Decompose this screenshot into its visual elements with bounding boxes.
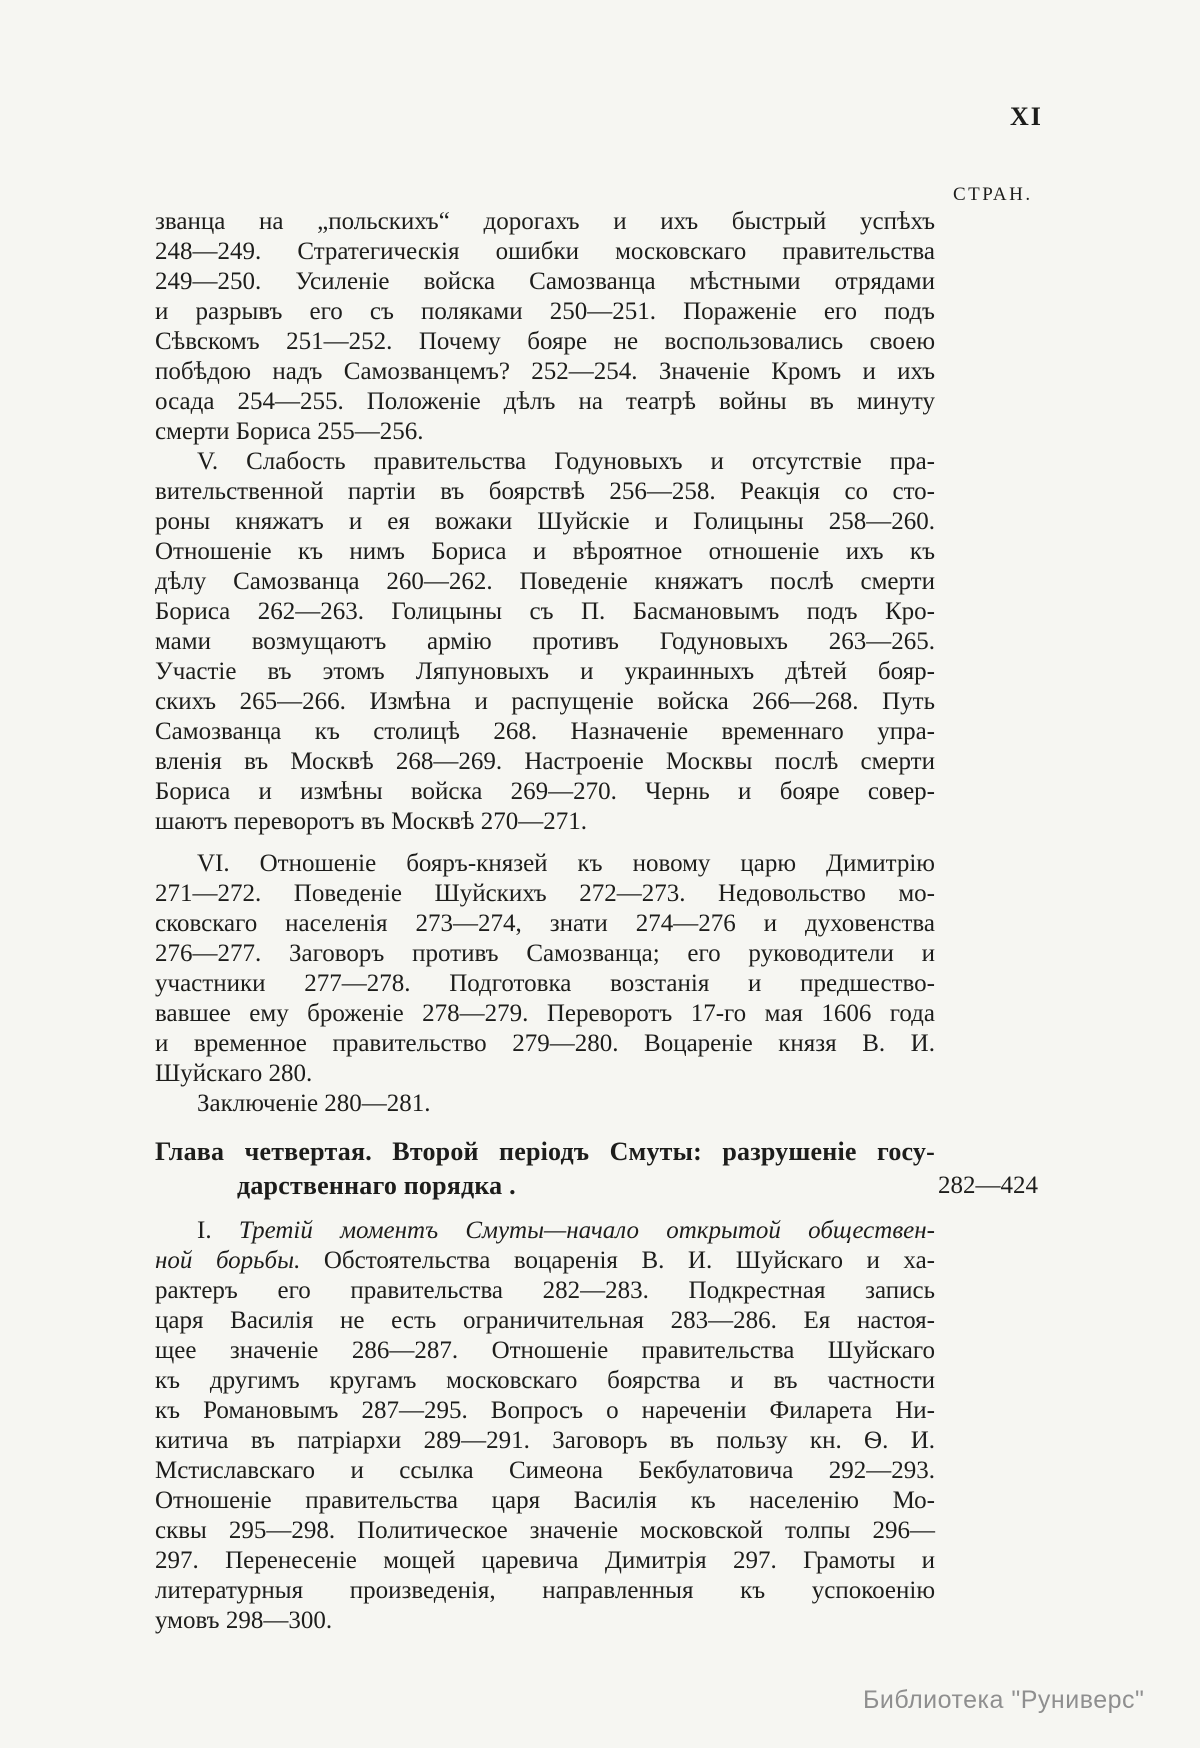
page-number-roman: XI bbox=[1010, 102, 1043, 131]
toc-line-segment: званца на „польскихъ“ дорогахъ и ихъ быстрый успѣхъ bbox=[155, 208, 935, 235]
toc-line bbox=[155, 447, 935, 477]
toc-line-segment: VI. Отношеніе бояръ-князей къ новому царю Димитрію bbox=[197, 850, 935, 877]
toc-line bbox=[155, 1456, 935, 1486]
toc-line-segment: къ другимъ кругамъ московскаго боярства и въ частности bbox=[155, 1367, 935, 1394]
toc-line bbox=[155, 1216, 935, 1246]
toc-line bbox=[155, 597, 935, 627]
pages-column-header: СТРАН. bbox=[953, 184, 1033, 205]
toc-line bbox=[155, 1366, 935, 1396]
toc-line-segment: царя Василія не есть ограничительная 283—286. Ея настоя- bbox=[155, 1307, 935, 1334]
toc-line-segment: сковскаго населенія 273—274, знати 274—276 и духовенства bbox=[155, 910, 935, 937]
toc-line bbox=[155, 327, 935, 357]
toc-line bbox=[155, 297, 935, 327]
toc-line-segment: 271—272. Поведеніе Шуйскихъ 272—273. Недовольство мо- bbox=[155, 880, 935, 907]
toc-line-segment: и разрывъ его съ поляками 250—251. Пораженіе его подъ bbox=[155, 298, 935, 325]
toc-line bbox=[155, 267, 935, 297]
chapter-heading-row2 bbox=[155, 1169, 1038, 1203]
toc-line-segment-italic: Третій моментъ Смуты—начало открытой обществен- bbox=[238, 1217, 935, 1244]
toc-line-segment: осада 254—255. Положеніе дѣлъ на театрѣ войны въ минуту bbox=[155, 388, 935, 415]
toc-line-segment: I. bbox=[197, 1217, 239, 1244]
toc-line bbox=[155, 387, 935, 417]
toc-line-segment: къ Романовымъ 287—295. Вопросъ о нареченіи Филарета Ни- bbox=[155, 1397, 935, 1424]
toc-line bbox=[155, 1276, 935, 1306]
toc-line-segment: скихъ 265—266. Измѣна и распущеніе войска 266—268. Путь bbox=[155, 688, 935, 715]
toc-paragraphs-before-heading bbox=[155, 207, 935, 1119]
toc-line-segment: Бориса 262—263. Голицыны съ П. Басмановымъ подъ Кро- bbox=[155, 598, 935, 625]
toc-line-segment: Мстиславскаго и ссылка Симеона Бекбулатовича 292—293. bbox=[155, 1457, 935, 1484]
toc-paragraph bbox=[155, 849, 935, 1089]
toc-line-segment: дѣлу Самозванца 260—262. Поведеніе княжатъ послѣ смерти bbox=[155, 568, 935, 595]
toc-line-segment: V. Слабость правительства Годуновыхъ и отсутствіе пра- bbox=[197, 448, 935, 475]
toc-line bbox=[155, 1426, 935, 1456]
chapter-heading-page-range: 282—424 bbox=[938, 1172, 1038, 1199]
toc-line bbox=[155, 1306, 935, 1336]
toc-line-segment: 248—249. Стратегическія ошибки московскаго правительства bbox=[155, 238, 935, 265]
toc-line bbox=[155, 777, 935, 807]
toc-line-segment: вительственной партіи въ боярствѣ 256—258. Реакція со сто- bbox=[155, 478, 935, 505]
toc-line bbox=[155, 627, 935, 657]
toc-line bbox=[155, 237, 935, 267]
toc-line bbox=[155, 1396, 935, 1426]
toc-line bbox=[155, 207, 935, 237]
toc-paragraph bbox=[155, 1216, 935, 1636]
toc-line bbox=[155, 879, 935, 909]
toc-line-segment: сквы 295—298. Политическое значеніе московской толпы 296— bbox=[155, 1517, 935, 1544]
toc-line-segment: Самозванца къ столицѣ 268. Назначеніе временнаго упра- bbox=[155, 718, 935, 745]
toc-line-segment: 276—277. Заговоръ противъ Самозванца; его руководители и bbox=[155, 940, 935, 967]
toc-line bbox=[155, 537, 935, 567]
toc-line-segment: Заключеніе 280—281. bbox=[197, 1090, 431, 1117]
toc-line-segment: Отношеніе правительства царя Василія къ населенію Мо- bbox=[155, 1487, 935, 1514]
toc-line bbox=[155, 1089, 935, 1119]
toc-paragraph bbox=[155, 207, 935, 447]
chapter-heading bbox=[155, 1135, 1038, 1203]
toc-line bbox=[155, 1546, 935, 1576]
toc-line-segment: щее значеніе 286—287. Отношеніе правительства Шуйскаго bbox=[155, 1337, 935, 1364]
toc-line bbox=[155, 1516, 935, 1546]
toc-line bbox=[155, 1336, 935, 1366]
chapter-heading-line1: Глава четвертая. Второй періодъ Смуты: разрушеніе госу- bbox=[155, 1137, 935, 1166]
toc-line bbox=[155, 1029, 935, 1059]
toc-line-segment: Шуйскаго 280. bbox=[155, 1060, 313, 1087]
toc-text-block bbox=[155, 207, 1038, 1636]
toc-line-segment: побѣдою надъ Самозванцемъ? 252—254. Значеніе Кромъ и ихъ bbox=[155, 358, 935, 385]
toc-line bbox=[155, 909, 935, 939]
toc-line-segment: смерти Бориса 255—256. bbox=[155, 418, 424, 445]
toc-line-segment: и временное правительство 279—280. Воцареніе князя В. И. bbox=[155, 1030, 935, 1057]
toc-line bbox=[155, 417, 935, 447]
toc-line bbox=[155, 849, 935, 879]
chapter-heading-line2: дарственнаго порядка . bbox=[237, 1171, 516, 1200]
toc-line-segment: участники 277—278. Подготовка возстанія и предшество- bbox=[155, 970, 935, 997]
toc-line-segment: умовъ 298—300. bbox=[155, 1607, 333, 1634]
toc-paragraph bbox=[155, 447, 935, 837]
toc-line-segment: Бориса и измѣны войска 269—270. Чернь и бояре совер- bbox=[155, 778, 935, 805]
toc-line bbox=[155, 687, 935, 717]
toc-line bbox=[155, 717, 935, 747]
toc-line bbox=[155, 657, 935, 687]
toc-line bbox=[155, 939, 935, 969]
toc-line-segment: Сѣвскомъ 251—252. Почему бояре не воспользовались своею bbox=[155, 328, 935, 355]
library-watermark: Библиотека "Руниверс" bbox=[863, 1686, 1145, 1714]
toc-line-segment: вавшее ему броженіе 278—279. Переворотъ 17-го мая 1606 года bbox=[155, 1000, 935, 1027]
toc-paragraphs-after-heading bbox=[155, 1216, 935, 1636]
toc-line-segment: китича въ патріархи 289—291. Заговоръ въ пользу кн. Ѳ. И. bbox=[155, 1427, 935, 1454]
toc-line bbox=[155, 1246, 935, 1276]
toc-line-segment: рактеръ его правительства 282—283. Подкрестная запись bbox=[155, 1277, 935, 1304]
toc-line bbox=[155, 1606, 935, 1636]
toc-line-segment: мами возмущаютъ армію противъ Годуновыхъ 263—265. bbox=[155, 628, 935, 655]
toc-line-segment: Участіе въ этомъ Ляпуновыхъ и украинныхъ дѣтей бояр- bbox=[155, 658, 935, 685]
toc-line-segment: 297. Перенесеніе мощей царевича Димитрія 297. Грамоты и bbox=[155, 1547, 935, 1574]
toc-line bbox=[155, 807, 935, 837]
toc-line-segment: 249—250. Усиленіе войска Самозванца мѣстными отрядами bbox=[155, 268, 935, 295]
toc-line bbox=[155, 507, 935, 537]
toc-line bbox=[155, 969, 935, 999]
toc-line-segment: Отношеніе къ нимъ Бориса и вѣроятное отношеніе ихъ къ bbox=[155, 538, 935, 565]
toc-line bbox=[155, 999, 935, 1029]
toc-line-segment: Обстоятельства воцаренія В. И. Шуйскаго и ха- bbox=[300, 1247, 935, 1274]
toc-paragraph bbox=[155, 1089, 935, 1119]
toc-line bbox=[155, 1486, 935, 1516]
toc-line-segment: вленія въ Москвѣ 268—269. Настроеніе Москвы послѣ смерти bbox=[155, 748, 935, 775]
toc-line-segment: шаютъ переворотъ въ Москвѣ 270—271. bbox=[155, 808, 587, 835]
toc-line-segment: литературныя произведенія, направленныя къ успокоенію bbox=[155, 1577, 935, 1604]
toc-line-segment-italic: ной борьбы. bbox=[155, 1247, 301, 1274]
toc-line bbox=[155, 567, 935, 597]
toc-line bbox=[155, 477, 935, 507]
toc-line bbox=[155, 747, 935, 777]
toc-line bbox=[155, 357, 935, 387]
toc-line-segment: роны княжатъ и ея вожаки Шуйскіе и Голицыны 258—260. bbox=[155, 508, 935, 535]
toc-line bbox=[155, 1059, 935, 1089]
toc-line bbox=[155, 1576, 935, 1606]
